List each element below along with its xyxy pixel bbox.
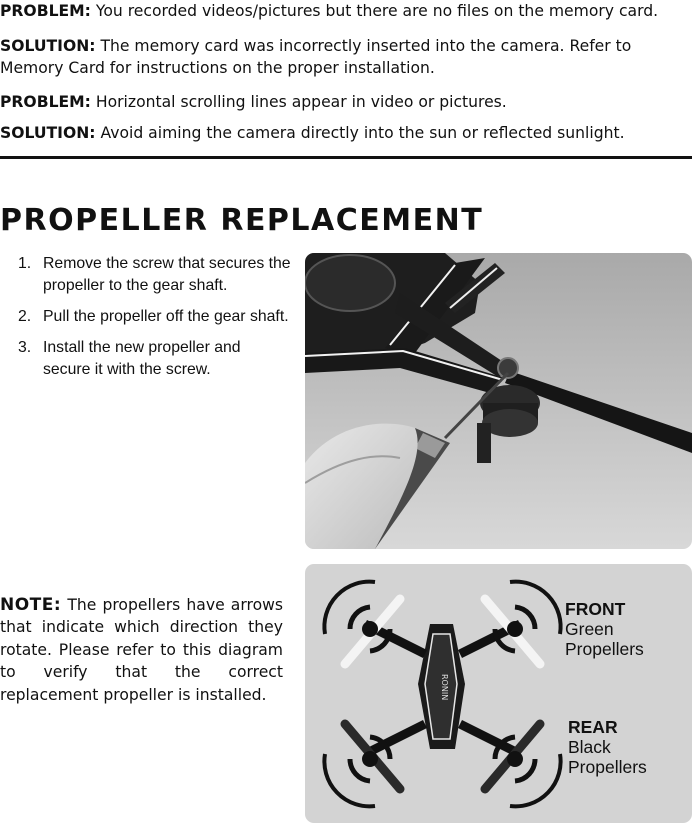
troubleshooting-item-1 <box>0 0 694 22</box>
rear-title: REAR <box>568 717 618 737</box>
step-item <box>0 306 292 328</box>
rear-propellers: Propellers <box>568 757 647 777</box>
propeller-removal-illustration <box>305 253 692 549</box>
steps-list <box>0 253 292 390</box>
solution-label: SOLUTION: <box>0 124 96 142</box>
step-item <box>0 337 292 381</box>
step-text: Install the new propeller and secure it with the screw. <box>43 339 241 378</box>
solution-label: SOLUTION: <box>0 37 96 55</box>
note-text: The propellers have arrows that indicate which direction they rotate. Please refer to this diagram to verify that the correct replacement propeller is installed. <box>0 596 283 704</box>
rear-propellers-label <box>568 717 647 777</box>
problem-label: PROBLEM: <box>0 93 91 111</box>
drone-brand-mark: RONIN <box>440 674 449 701</box>
step-number: 3. <box>18 339 32 356</box>
propeller-direction-diagram <box>305 564 692 823</box>
step-number: 2. <box>18 308 32 325</box>
step-item <box>0 253 292 297</box>
solution-text: Avoid aiming the camera directly into the sun or reflected sunlight. <box>95 124 625 142</box>
front-title: FRONT <box>565 599 626 619</box>
troubleshooting-item-3 <box>0 91 694 113</box>
solution-text: The memory card was incorrectly inserted into the camera. Refer to Memory Card for instructions on the proper installation. <box>0 37 632 77</box>
problem-label: PROBLEM: <box>0 2 91 20</box>
front-propellers: Propellers <box>565 639 644 659</box>
troubleshooting-item-2 <box>0 35 694 79</box>
step-text: Remove the screw that secures the propeller to the gear shaft. <box>43 255 291 294</box>
note-paragraph <box>0 594 283 706</box>
note-label: NOTE: <box>0 595 62 615</box>
problem-text: Horizontal scrolling lines appear in video or pictures. <box>90 93 507 111</box>
section-title: PROPELLER REPLACEMENT <box>0 203 484 238</box>
propeller-removal-photo <box>305 253 692 549</box>
troubleshooting-item-4 <box>0 122 694 144</box>
front-propellers-label <box>565 599 644 659</box>
rear-color: Black <box>568 737 611 757</box>
step-text: Pull the propeller off the gear shaft. <box>43 308 289 325</box>
front-color: Green <box>565 619 614 639</box>
step-number: 1. <box>18 255 32 272</box>
section-divider <box>0 156 692 159</box>
problem-text: You recorded videos/pictures but there are no files on the memory card. <box>90 2 659 20</box>
